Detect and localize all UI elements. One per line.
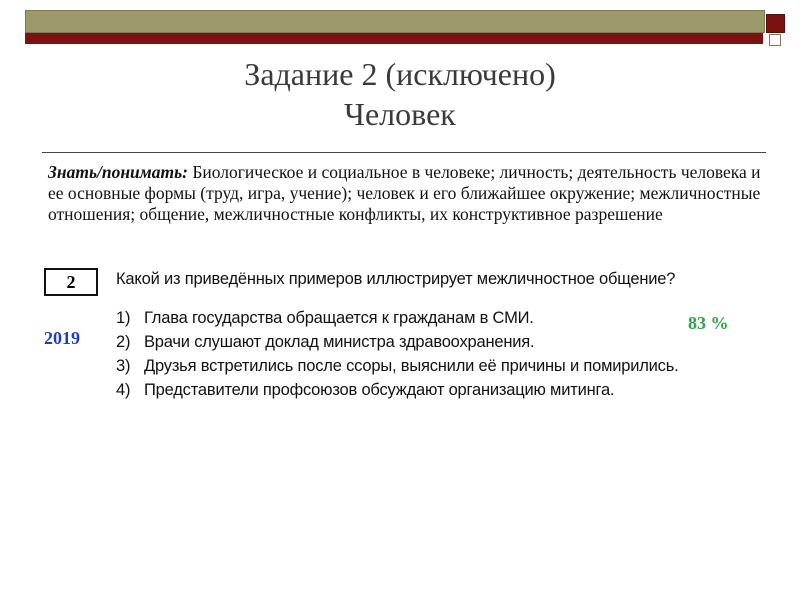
answer-options-list [116,306,776,402]
answer-option-2 [116,330,776,354]
task-number-box: 2 [44,268,98,296]
header-stripe [25,33,763,44]
answer-option-number: 1) [116,309,131,327]
answer-option-number: 3) [116,357,131,375]
answer-option-1 [116,306,776,330]
answer-option-text: Глава государства обращается к гражданам в СМИ. [144,309,534,327]
header-square-decoration [766,14,785,33]
answer-option-4 [116,378,776,402]
slide-title-line-1: Задание 2 (исключено) [244,56,556,92]
header-small-square-decoration [769,34,781,46]
slide-title [0,54,800,134]
success-rate-percent: 83 % [688,313,729,333]
header-band [25,10,765,33]
slide-title-line-2: Человек [344,96,456,132]
title-divider [42,152,766,153]
requirements-paragraph [48,162,768,225]
task-question: Какой из приведённых примеров иллюстрирует межличностное общение? [116,270,676,288]
requirements-text: Биологическое и социальное в человеке; личность; деятельность человека и ее основные формы (труд, игра, учение); человек и его ближайшее окружение; межличностные отношения; общение, межличностные конфликты, их конструктивное разрешение [48,162,761,224]
requirements-label: Знать/понимать: [48,162,188,182]
task-year: 2019 [44,328,80,348]
answer-option-3 [116,354,776,378]
answer-option-number: 4) [116,381,131,399]
answer-option-number: 2) [116,333,131,351]
answer-option-text: Представители профсоюзов обсуждают организацию митинга. [144,381,615,399]
answer-option-text: Друзья встретились после ссоры, выяснили её причины и помирились. [144,357,679,375]
answer-option-text: Врачи слушают доклад министра здравоохранения. [144,333,535,351]
